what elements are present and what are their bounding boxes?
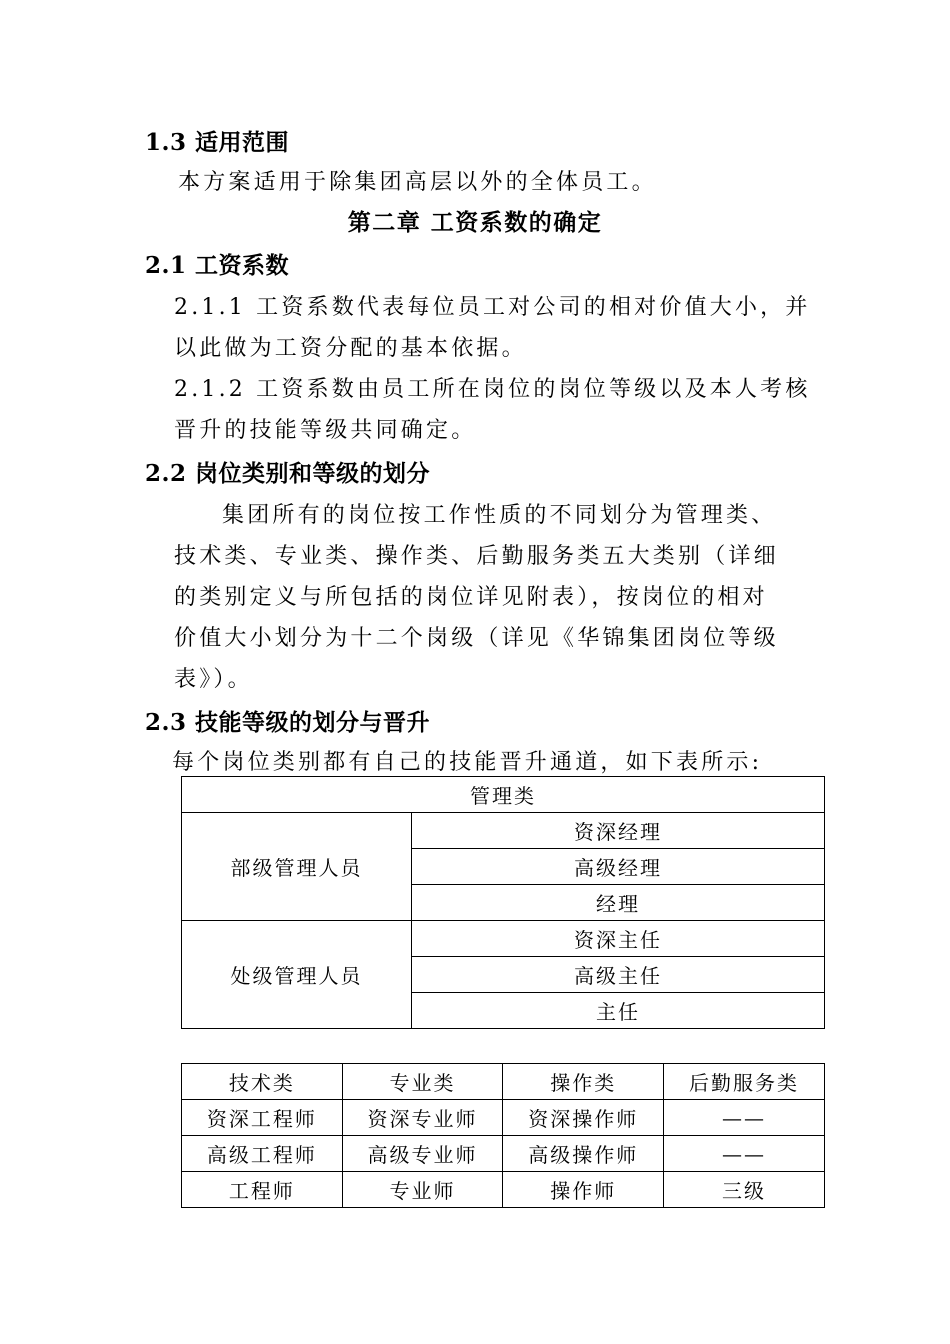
paragraph-2-1-1-line2: 以此做为工资分配的基本依据。: [174, 336, 527, 361]
table-cell: 高级工程师: [182, 1136, 343, 1172]
paragraph-2-2-line4: 价值大小划分为十二个岗级（详见《华锦集团岗位等级: [174, 626, 779, 651]
section-heading-2-2: 2.2 岗位类别和等级的划分: [145, 460, 431, 487]
level-cell: 高级经理: [412, 849, 825, 885]
header-cell: 技术类: [182, 1064, 343, 1100]
header-cell: 操作类: [503, 1064, 664, 1100]
paragraph-2-2-line1: 集团所有的岗位按工作性质的不同划分为管理类、: [222, 503, 777, 528]
paragraph-2-1-2-line2: 晋升的技能等级共同确定。: [174, 418, 477, 443]
table-header-row: [182, 1064, 825, 1100]
management-table-title: 管理类: [182, 777, 825, 813]
table-row: [182, 1100, 825, 1136]
header-cell: 专业类: [342, 1064, 503, 1100]
table-cell: ——: [664, 1100, 825, 1136]
group-cell: 处级管理人员: [182, 921, 412, 1029]
table-row: [182, 1172, 825, 1208]
table-cell: 资深专业师: [342, 1100, 503, 1136]
table-cell: 工程师: [182, 1172, 343, 1208]
section-heading-2-3: 2.3 技能等级的划分与晋升: [145, 709, 431, 736]
table-cell: ——: [664, 1136, 825, 1172]
paragraph-scope: 本方案适用于除集团高层以外的全体员工。: [178, 170, 657, 195]
paragraph-2-2-line2: 技术类、专业类、操作类、后勤服务类五大类别（详细: [174, 544, 779, 569]
header-cell: 后勤服务类: [664, 1064, 825, 1100]
table-row: [182, 1136, 825, 1172]
paragraph-2-2-line5: 表》）。: [174, 667, 253, 692]
chapter-title: 第二章 工资系数的确定: [347, 209, 603, 236]
group-cell: 部级管理人员: [182, 813, 412, 921]
section-heading-2-1: 2.1 工资系数: [145, 252, 290, 279]
paragraph-2-1-1-line1: 2.1.1 工资系数代表每位员工对公司的相对价值大小，并: [174, 295, 811, 320]
table-cell: 高级操作师: [503, 1136, 664, 1172]
paragraph-2-2-line3: 的类别定义与所包括的岗位详见附表），按岗位的相对: [174, 585, 768, 610]
table-cell: 专业师: [342, 1172, 503, 1208]
level-cell: 资深经理: [412, 813, 825, 849]
table-cell: 操作师: [503, 1172, 664, 1208]
level-cell: 高级主任: [412, 957, 825, 993]
table-cell: 三级: [664, 1172, 825, 1208]
paragraph-2-1-2-line1: 2.1.2 工资系数由员工所在岗位的岗位等级以及本人考核: [174, 377, 811, 402]
category-table: [181, 1063, 825, 1208]
paragraph-2-3-intro: 每个岗位类别都有自己的技能晋升通道，如下表所示:: [172, 750, 763, 775]
management-table: [181, 776, 825, 1029]
table-cell: 资深操作师: [503, 1100, 664, 1136]
table-cell: 高级专业师: [342, 1136, 503, 1172]
level-cell: 主任: [412, 993, 825, 1029]
table-cell: 资深工程师: [182, 1100, 343, 1136]
level-cell: 经理: [412, 885, 825, 921]
level-cell: 资深主任: [412, 921, 825, 957]
section-heading-1-3: 1.3 适用范围: [145, 129, 290, 156]
